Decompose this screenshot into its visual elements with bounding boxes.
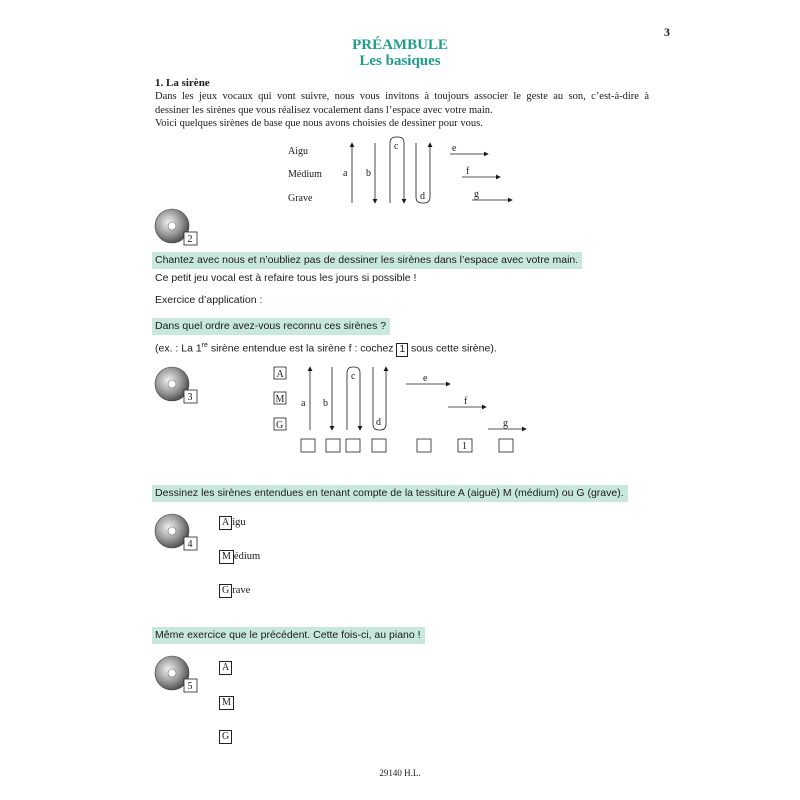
instruction-highlight-2: Dans quel ordre avez-vous reconnu ces sirènes ? — [152, 318, 390, 335]
register-label-rest: édium — [233, 551, 261, 562]
example-line — [155, 342, 497, 357]
cd-icon — [154, 654, 204, 694]
example-suffix: sous cette sirène). — [408, 342, 497, 355]
register-box-m-label: M — [275, 394, 285, 405]
cd-track-number: 2 — [187, 234, 193, 245]
siren-diagram-exercise — [268, 362, 538, 457]
register-box-m — [219, 696, 234, 710]
example-prefix: (ex. : La 1 — [155, 342, 202, 355]
answer-checkbox — [301, 439, 315, 452]
register-label-aigu — [219, 516, 246, 530]
register-box-g-label: G — [276, 420, 284, 431]
instruction-highlight-4: Même exercice que le précédent. Cette fois-ci, au piano ! — [152, 627, 425, 644]
register-label-grave: Grave — [288, 193, 313, 204]
example-checkbox: 1 — [396, 343, 408, 357]
register-label-rest: igu — [232, 517, 246, 528]
intro-paragraph-2: Voici quelques sirènes de base que nous avons choisies de dessiner pour vous. — [155, 118, 483, 129]
exercise-siren-c-label: c — [351, 371, 356, 382]
exercise-siren-e-label: e — [423, 373, 428, 384]
example-middle: sirène entendue est la sirène f : cochez — [207, 342, 397, 355]
exercise-heading: Exercice d’application : — [155, 294, 263, 306]
siren-c-label: c — [394, 141, 399, 152]
register-label-medium — [219, 550, 260, 564]
note-text: Ce petit jeu vocal est à refaire tous les jours si possible ! — [155, 272, 417, 284]
exercise-siren-b-label: b — [323, 398, 328, 409]
exercise-siren-g-label: g — [503, 418, 508, 429]
register-initial-box: A — [219, 661, 232, 675]
answer-checkbox — [326, 439, 340, 452]
cd-icon — [154, 512, 204, 552]
register-box-a-label: A — [276, 369, 284, 380]
example-superscript: re — [201, 342, 208, 349]
register-label-rest: rave — [232, 585, 251, 596]
register-initial-box: M — [219, 696, 234, 710]
siren-f-label: f — [466, 166, 470, 177]
siren-g-label: g — [474, 189, 479, 200]
answer-checkbox — [372, 439, 386, 452]
cd-track-number: 3 — [187, 392, 193, 403]
answer-checkbox-value: 1 — [462, 441, 467, 452]
siren-a-label: a — [343, 168, 348, 179]
cd-track-number: 4 — [187, 539, 193, 550]
register-box-a — [219, 661, 232, 675]
register-box-g — [219, 730, 232, 744]
cd-icon — [154, 365, 204, 405]
page-footer: 29140 H.L. — [379, 768, 421, 778]
instruction-highlight-3: Dessinez les sirènes entendues en tenant compte de la tessiture A (aiguë) M (médium) ou G (grave). — [152, 485, 628, 502]
register-initial-box: M — [219, 550, 234, 564]
register-initial-box: G — [219, 584, 232, 598]
cd-track-number: 5 — [187, 681, 193, 692]
answer-checkbox — [346, 439, 360, 452]
register-label-aigu: Aigu — [288, 146, 308, 157]
register-initial-box: A — [219, 516, 232, 530]
title-line-1: PRÉAMBULE — [352, 37, 448, 53]
exercise-siren-f-label: f — [464, 396, 468, 407]
instruction-highlight-1: Chantez avec nous et n’oubliez pas de dessiner les sirènes dans l’espace avec votre main. — [152, 252, 582, 269]
answer-checkbox — [499, 439, 513, 452]
exercise-siren-a-label: a — [301, 398, 306, 409]
siren-diagram-examples — [280, 135, 520, 210]
register-label-grave — [219, 584, 250, 598]
siren-e-label: e — [452, 143, 457, 154]
register-label-medium: Médium — [288, 169, 322, 180]
intro-paragraph-line-1: Dans les jeux vocaux qui vont suivre, nous vous invitons à toujours associer le geste au son, c’est-à-dire à — [155, 91, 649, 102]
siren-b-label: b — [366, 168, 371, 179]
exercise-siren-d-label: d — [376, 417, 381, 428]
siren-d-label: d — [420, 191, 425, 202]
title-line-2: Les basiques — [359, 53, 441, 69]
page-number: 3 — [664, 25, 670, 39]
intro-paragraph-line-2: dessiner les sirènes que vous réalisez vocalement dans l’espace avec votre main. — [155, 105, 493, 116]
answer-checkbox — [417, 439, 431, 452]
register-initial-box: G — [219, 730, 232, 744]
section-heading: 1. La sirène — [155, 77, 210, 89]
cd-icon — [154, 207, 204, 247]
